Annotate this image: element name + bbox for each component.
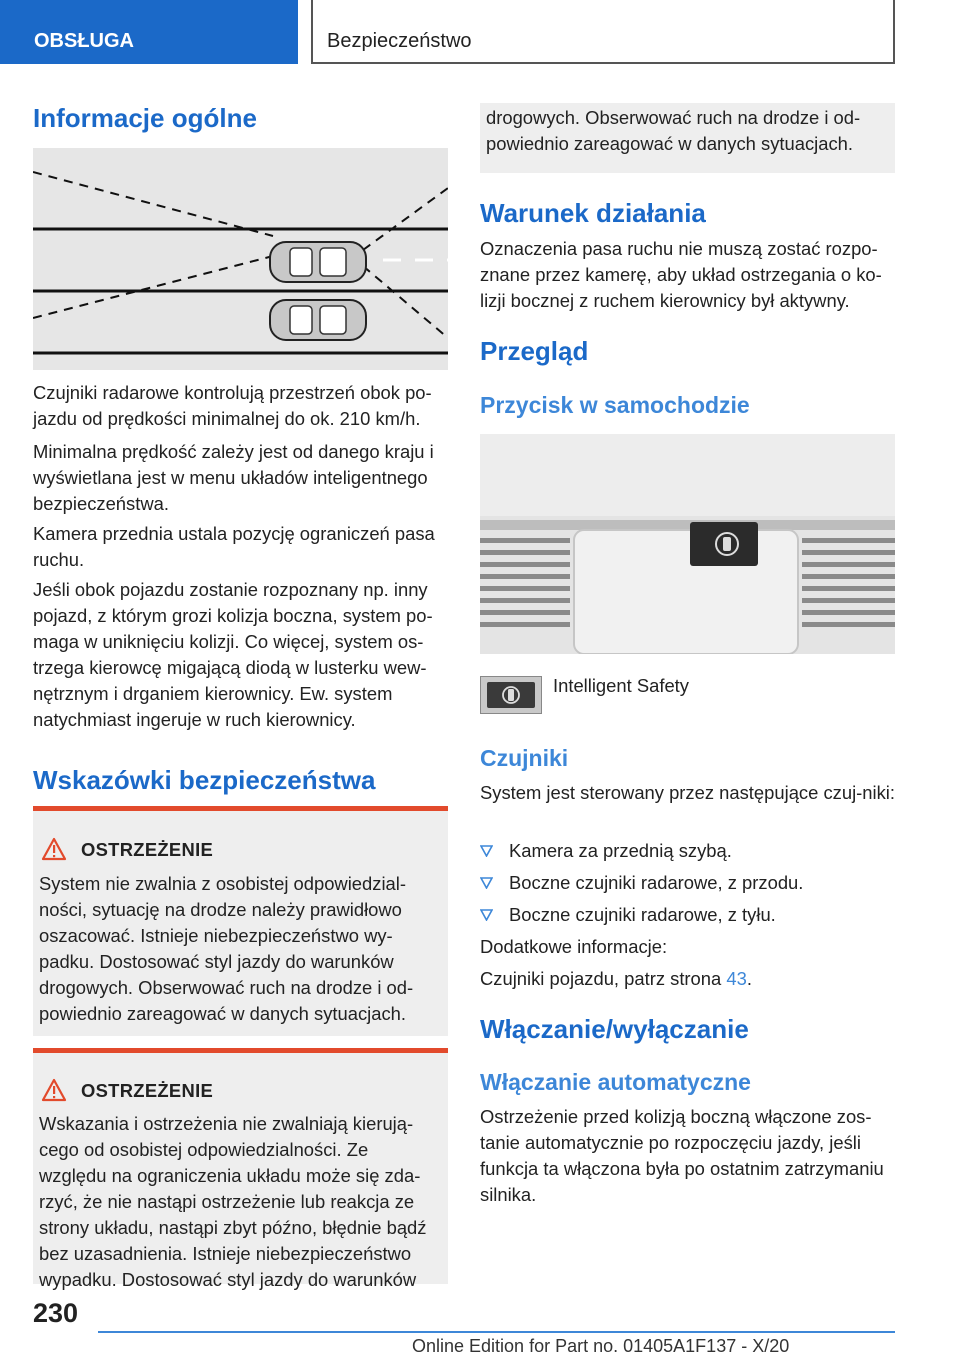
radar-coverage-illustration bbox=[33, 148, 448, 370]
paragraph-operating-condition: Oznaczenia pasa ruchu nie muszą zostać rozpo-znane przez kamerę, aby układ ostrzegania o ko-lizji bocznej z ruchem kierownicy był aktywny. bbox=[480, 238, 882, 311]
list-item bbox=[480, 870, 895, 896]
warning-box-1 bbox=[33, 806, 448, 1036]
page-reference-link[interactable]: 43 bbox=[726, 968, 747, 989]
heading-overview: Przegląd bbox=[480, 336, 589, 366]
section-tab[interactable]: OBSŁUGA bbox=[0, 0, 298, 64]
intelligent-safety-icon bbox=[481, 677, 541, 713]
list-item-label: Boczne czujniki radarowe, z przodu. bbox=[509, 872, 804, 893]
heading-operating-condition: Warunek działania bbox=[480, 198, 706, 228]
paragraph-auto-on: Ostrzeżenie przed kolizją boczną włączone zos-tanie automatycznie po rozpoczęciu jazdy, jeśli funkcja ta włączona była po ostatnim zatrzymaniu silnika. bbox=[480, 1106, 884, 1205]
warning-text: System nie zwalnia z osobistej odpowiedzial-ności, sytuację na drodze należy prawidłowo oszacować. Istnieje niebezpieczeństwo wy-padku. Dostosować styl jazdy do warunków drogowych. Obserwować ruch na drodze i od-powiednio zareagować w danych sytuacjach. bbox=[39, 873, 414, 1024]
button-label: Intelligent Safety bbox=[553, 675, 689, 696]
dashboard-button-illustration bbox=[480, 434, 895, 654]
warning-text: Wskazania i ostrzeżenia nie zwalniają kierują-cego od osobistej odpowiedzialności. Ze względu na ograniczenia układu może się zda-rzyć, że nie nastąpi ostrzeżenie lub reakcja ze strony układu, nastąpi zbyt późno, błędnie bądź bez uzasadnienia. Istnieje niebezpieczeństwo wypadku. Dostosować styl jazdy do warunków bbox=[39, 1113, 427, 1290]
list-item bbox=[480, 838, 895, 864]
warning-box-2 bbox=[33, 1048, 448, 1290]
paragraph-minimum-speed: Minimalna prędkość zależy jest od danego kraju i wyświetlana jest w menu układów inteligentnego bezpieczeństwa. bbox=[33, 441, 434, 514]
button-location-figure bbox=[480, 434, 895, 654]
paragraph-collision-assist: Jeśli obok pojazdu zostanie rozpoznany np. inny pojazd, z którym grozi kolizja boczna, system po-maga w uniknięciu kolizji. Co więcej, system os-trzega kierowcę migającą diodą w lusterku wew-nętrznym i drganiem kierownicy. Ew. system natychmiast ingeruje w ruch kierownicy. bbox=[33, 579, 433, 730]
paragraph-sensor-reference bbox=[480, 966, 895, 992]
footer-edition: Online Edition for Part no. 01405A1F137 - X/20 bbox=[412, 1336, 790, 1356]
list-item bbox=[480, 902, 895, 928]
bullet-triangle-icon bbox=[480, 909, 493, 921]
reference-text: Czujniki pojazdu, patrz strona bbox=[480, 968, 727, 989]
subheading-button-in-vehicle: Przycisk w samochodzie bbox=[480, 392, 750, 418]
list-item-label: Boczne czujniki radarowe, z tyłu. bbox=[509, 904, 776, 925]
warning-triangle-icon bbox=[41, 837, 67, 861]
radar-coverage-figure bbox=[33, 148, 448, 370]
paragraph-additional-info: Dodatkowe informacje: bbox=[480, 936, 668, 957]
footer-divider bbox=[98, 1331, 895, 1333]
paragraph-sensors-intro: System jest sterowany przez następujące czuj-niki: bbox=[480, 782, 895, 803]
ego-vehicle-icon bbox=[270, 242, 366, 282]
heading-safety-notes: Wskazówki bezpieczeństwa bbox=[33, 765, 376, 795]
other-vehicle-icon bbox=[270, 300, 366, 340]
paragraph-radar-sensors: Czujniki radarowe kontrolują przestrzeń obok po-jazdu od prędkości minimalnej do ok. 210 km/h. bbox=[33, 382, 432, 429]
heading-general-info: Informacje ogólne bbox=[33, 103, 257, 133]
warning-title: OSTRZEŻENIE bbox=[81, 1080, 214, 1101]
heading-on-off: Włączanie/wyłączanie bbox=[480, 1014, 749, 1044]
warning-text-continued: drogowych. Obserwować ruch na drodze i od-powiednio zareagować w danych sytuacjach. bbox=[486, 107, 861, 154]
chapter-tab[interactable]: Bezpieczeństwo bbox=[311, 0, 895, 64]
paragraph-front-camera: Kamera przednia ustala pozycję ograniczeń pasa ruchu. bbox=[33, 523, 435, 570]
reference-end: . bbox=[746, 968, 752, 989]
warning-box-continued bbox=[480, 103, 895, 173]
page-number: 230 bbox=[33, 1298, 79, 1328]
warning-title: OSTRZEŻENIE bbox=[81, 839, 214, 860]
bullet-triangle-icon bbox=[480, 877, 493, 889]
warning-triangle-icon bbox=[41, 1078, 67, 1102]
list-item-label: Kamera za przednią szybą. bbox=[509, 840, 732, 861]
bullet-triangle-icon bbox=[480, 845, 493, 857]
intelligent-safety-button[interactable] bbox=[480, 676, 542, 714]
subheading-sensors: Czujniki bbox=[480, 745, 569, 771]
subheading-auto-on: Włączanie automatyczne bbox=[480, 1069, 751, 1095]
